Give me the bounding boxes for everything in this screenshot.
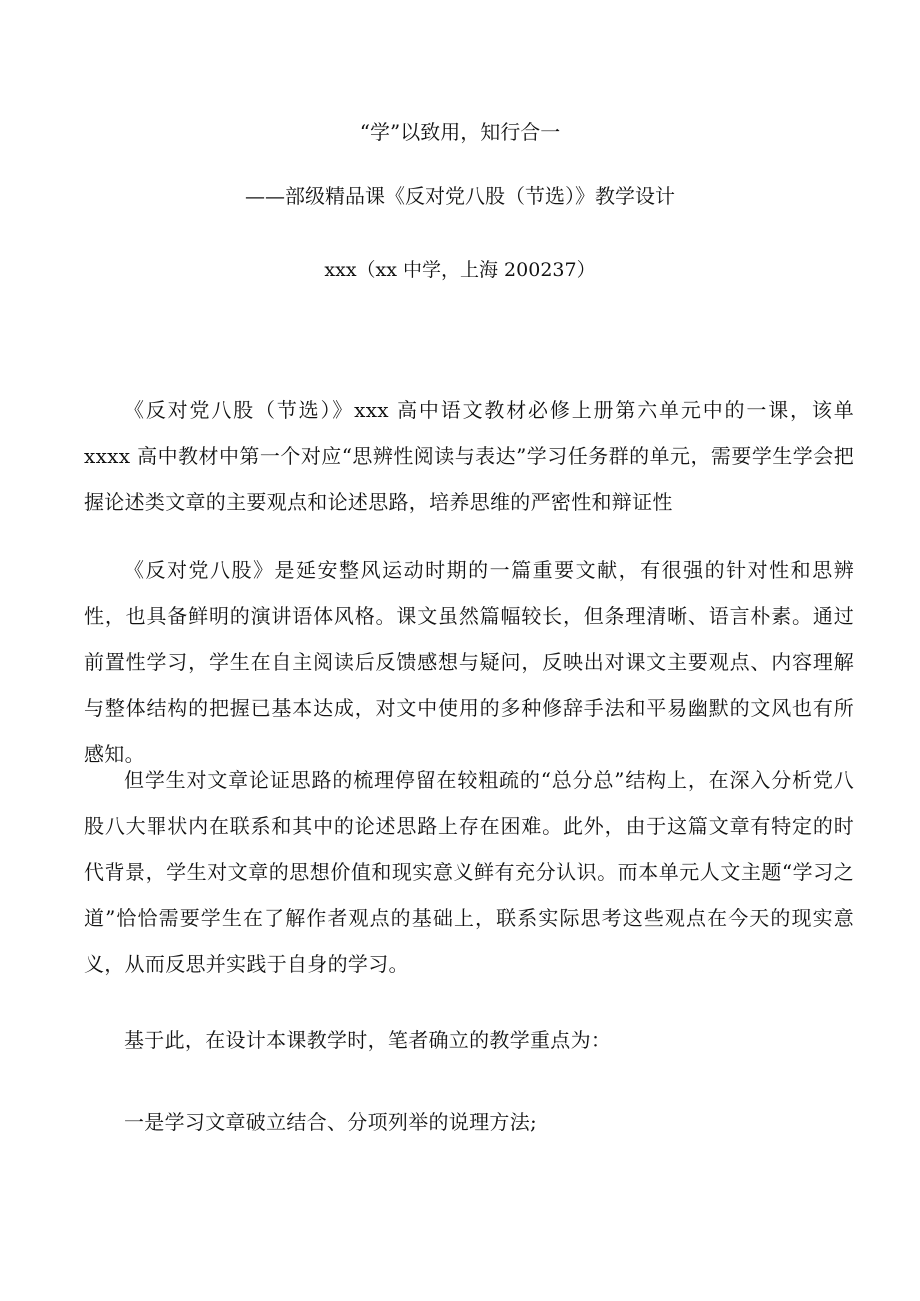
author-line: xxx（xx 中学，上海 200237） <box>324 259 596 281</box>
paragraph-teaching-focus: 基于此，在设计本课教学时，笔者确立的教学重点为： <box>124 1028 612 1052</box>
paragraph-student-difficulty: 但学生对文章论证思路的梳理停留在较粗疏的“总分总”结构上，在深入分析党八股八大罪状内在联系和其中的论述思路上存在困难。此外，由于这篇文章有特定的时代背景，学生对文章的思想价值和现实意义鲜有充分认识。而本单元人文主题“学习之道”恰恰需要学生在了解作者观点的基础上，联系实际思考这些观点在今天的现实意义，从而反思并实践于自身的学习。 <box>84 768 854 976</box>
paragraph-focus-item-1: 一是学习文章破立结合、分项列举的说理方法; <box>124 1110 538 1134</box>
document-subtitle: ——部级精品课《反对党八股（节选）》教学设计 <box>245 184 675 208</box>
paragraph-text-analysis: 《反对党八股》是延安整风运动时期的一篇重要文献，有很强的针对性和思辨性，也具备鲜明的演讲语体风格。课文虽然篇幅较长，但条理清晰、语言朴素。通过前置性学习，学生在自主阅读后反馈感想与疑问，反映出对课文主要观点、内容理解与整体结构的把握已基本达成，对文中使用的多种修辞手法和平易幽默的文风也有所感知。 <box>84 558 854 766</box>
document-title: “学”以致用，知行合一 <box>359 120 561 144</box>
paragraph-intro: 《反对党八股（节选）》xxx 高中语文教材必修上册第六单元中的一课，该单 xxxx 高中教材中第一个对应“思辨性阅读与表达”学习任务群的单元，需要学生学会把握论述类文章的主要观点和论述思路，培养思维的严密性和辩证性 <box>84 398 854 514</box>
